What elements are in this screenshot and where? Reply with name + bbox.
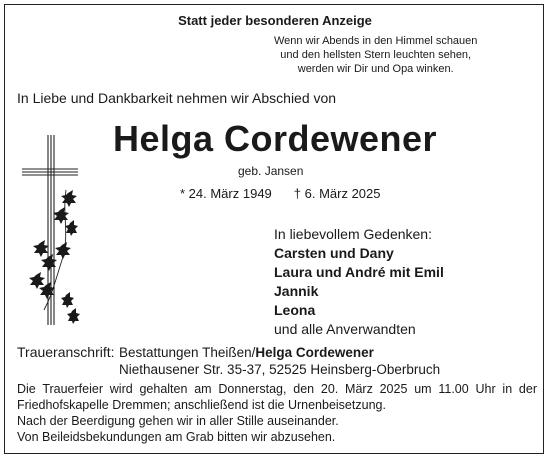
notice-line: Nach der Beerdigung gehen wir in aller Stille auseinander. [17,414,339,428]
mourners-block [274,225,444,339]
address-line-2: Niethausener Str. 35-37, 52525 Heinsberg-Oberbruch [119,362,441,377]
address-block [119,344,440,378]
birth-name: geb. Jansen [238,164,304,178]
mourner-name: Laura und André mit Emil [274,264,444,280]
notice-line: Friedhofskapelle Dremmen; anschließend ist die Urnenbeisetzung. [17,398,386,412]
address-name: Helga Cordewener [255,345,374,360]
deceased-name: Helga Cordewener [112,118,438,159]
mourners-closing: und alle Anverwandten [274,321,416,337]
funeral-home: Bestattungen Theißen/ [119,345,256,360]
birth-date: * 24. März 1949 [180,186,272,201]
intro-text: In Liebe und Dankbarkeit nehmen wir Abschied von [17,90,337,106]
funeral-notice [17,381,537,445]
death-date: † 6. März 2025 [293,186,381,201]
mourners-heading: In liebevollem Gedenken: [274,226,432,242]
cross-with-ivy-icon [22,135,82,335]
mourner-name: Carsten und Dany [274,245,394,261]
header-title: Statt jeder besonderen Anzeige [178,13,372,28]
mourner-name: Leona [274,302,316,318]
poem-line: Wenn wir Abends in den Himmel schauen [274,35,478,47]
poem [274,34,477,76]
address-label: Traueranschrift: [17,344,115,360]
mourner-name: Jannik [274,283,319,299]
poem-line: und den hellsten Stern leuchten sehen, [280,49,472,61]
notice-line: Von Beileidsbekundungen am Grab bitten wir abzusehen. [17,430,336,444]
poem-line: werden wir Dir und Opa winken. [297,63,454,75]
life-dates [180,186,381,201]
notice-line: Die Trauerfeier wird gehalten am Donnerstag, den 20. März 2025 um 11.00 Uhr in der [17,382,537,396]
address-line-1 [119,344,440,361]
